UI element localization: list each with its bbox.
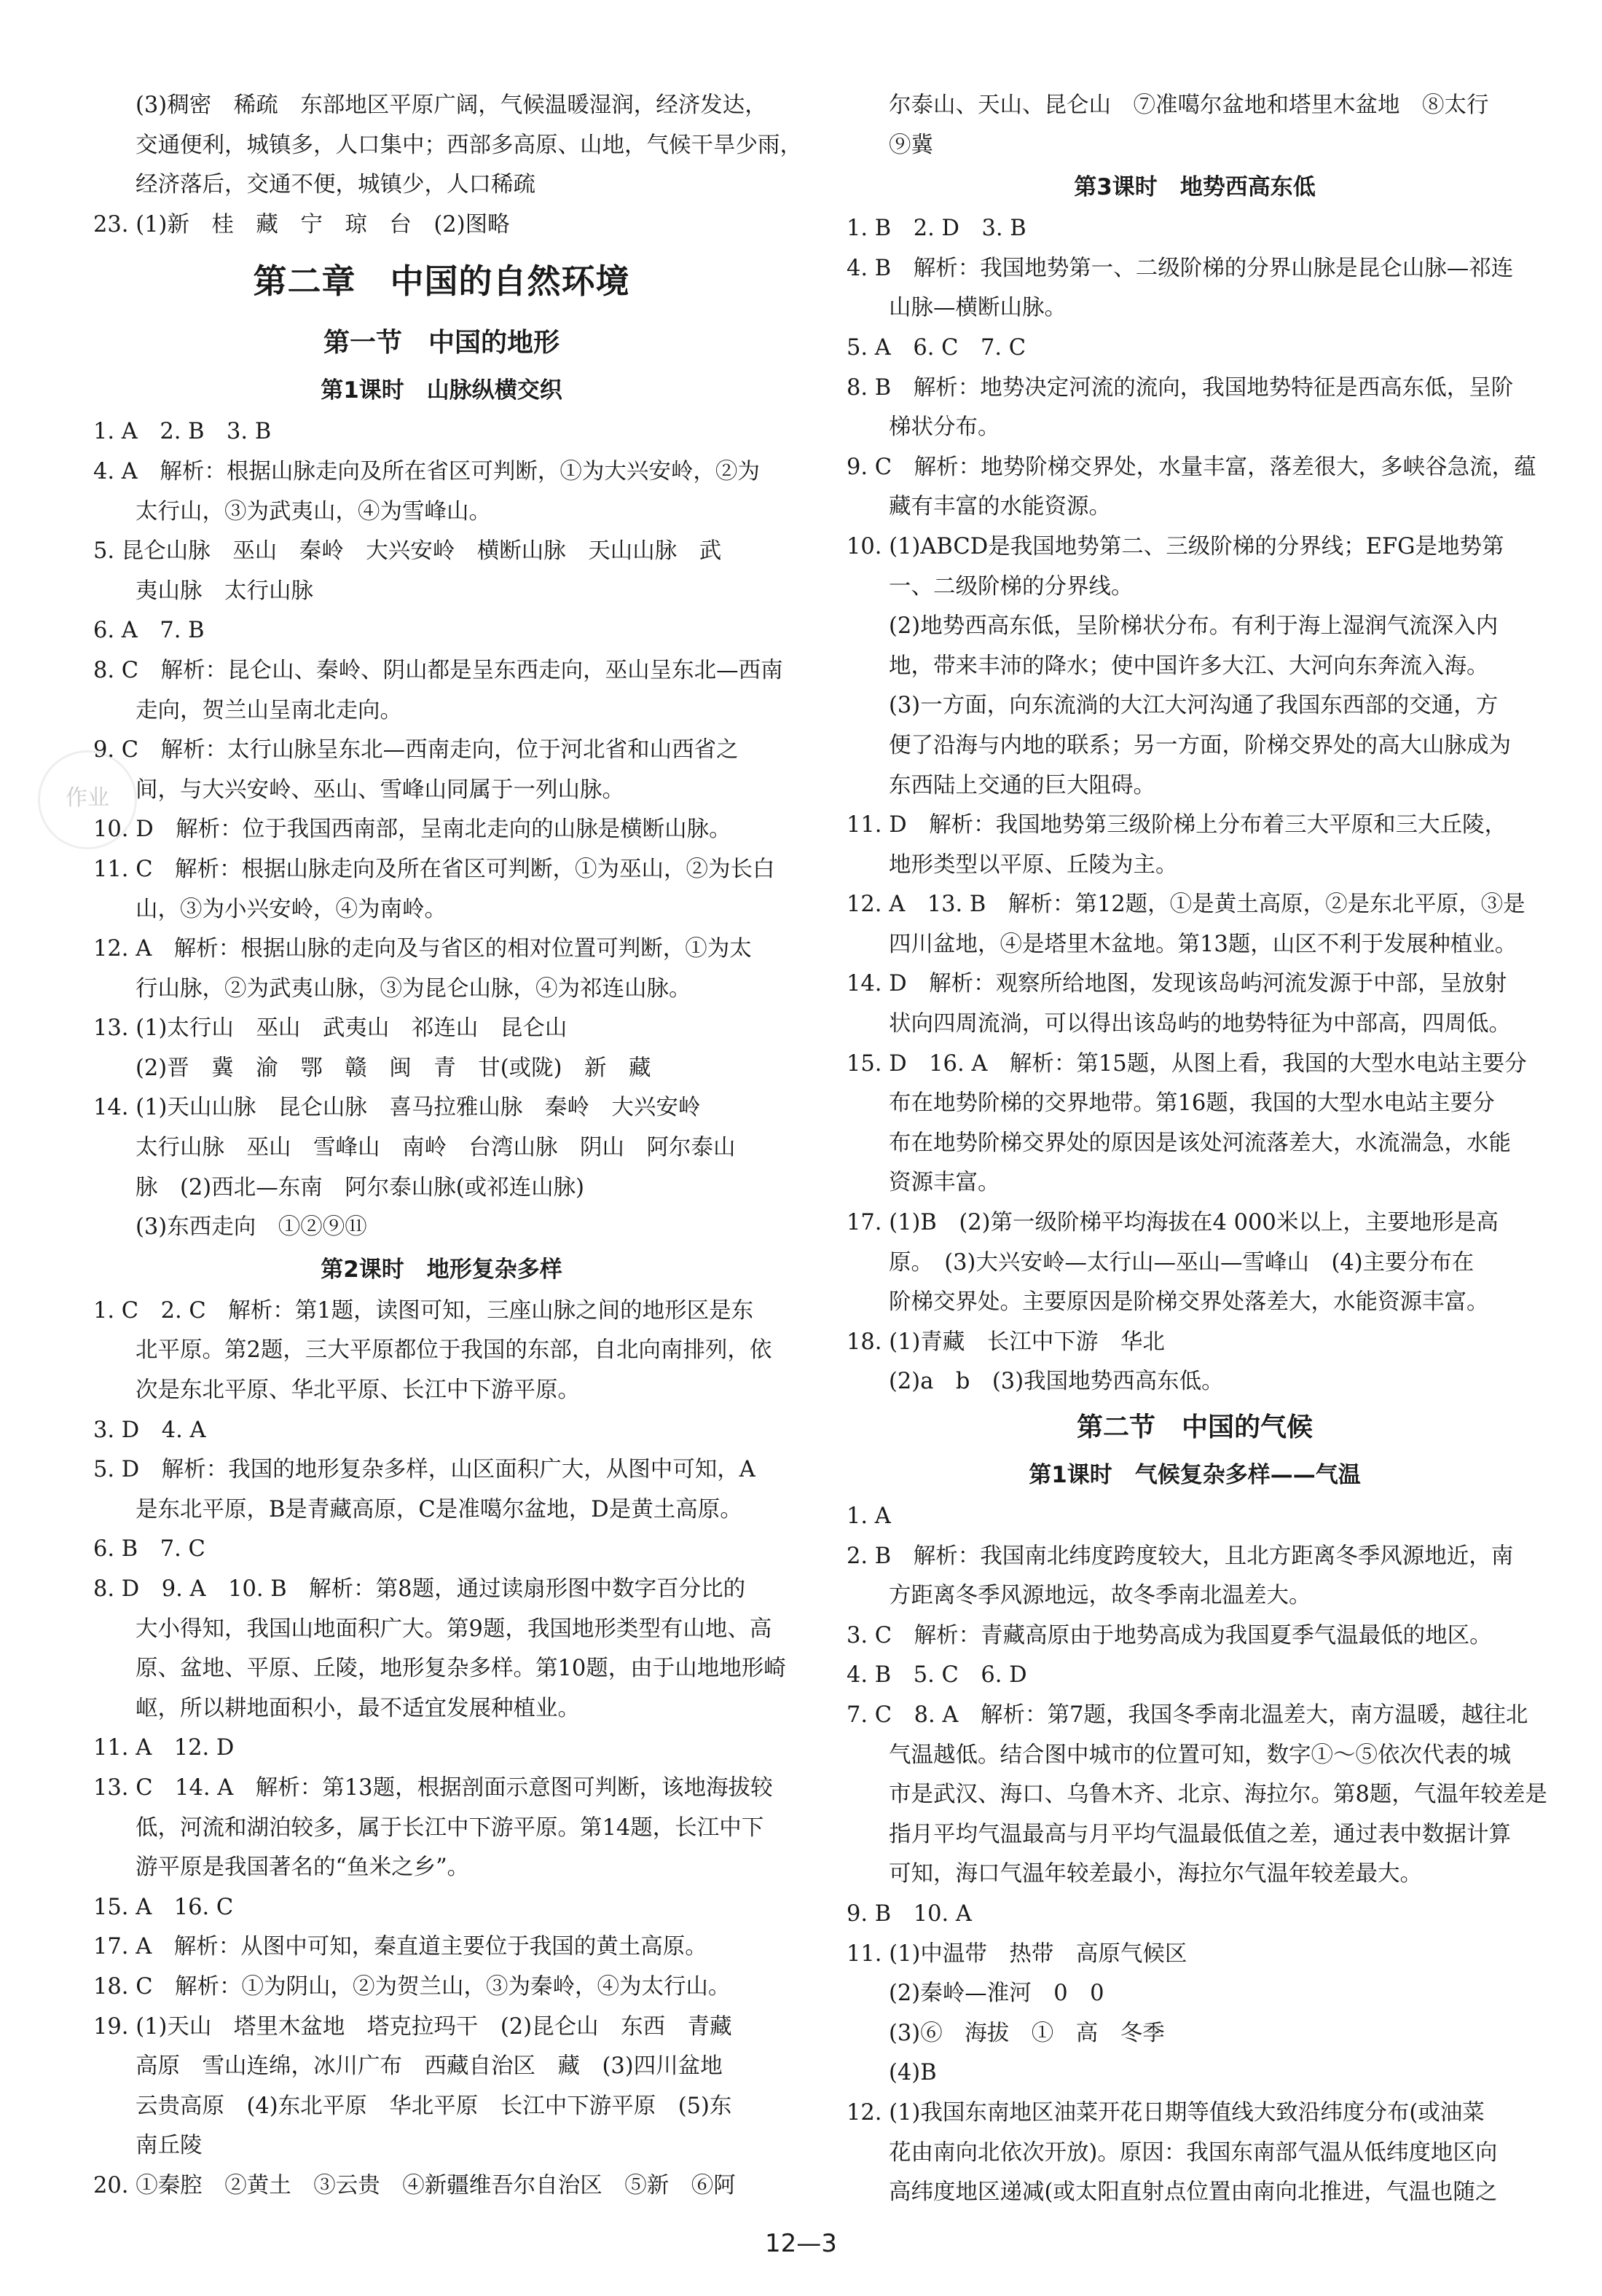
answer-line: 高原 雪山连绵，冰川广布 西藏自治区 藏 (3)四川盆地	[136, 2053, 723, 2080]
answer-line: 方距离冬季风源地远，故冬季南北温差大。	[889, 1583, 1311, 1609]
answer-line: 19. (1)天山 塔里木盆地 塔克拉玛干 (2)昆仑山 东西 青藏	[93, 2013, 732, 2040]
answer-line: 4. A 解析：根据山脉走向及所在省区可判断，①为大兴安岭，②为	[93, 458, 760, 484]
answer-line: 15. A 16. C	[93, 1894, 234, 1920]
answer-line: 游平原是我国著名的“鱼米之乡”。	[136, 1855, 470, 1881]
answer-line: (3)东西走向 ①②⑨⑪	[136, 1214, 367, 1241]
answer-line: 夷山脉 太行山脉	[136, 578, 313, 604]
answer-line: 大小得知，我国山地面积广大。第9题，我国地形类型有山地、高	[136, 1616, 772, 1642]
answer-line: 5. 昆仑山脉 巫山 秦岭 大兴安岭 横断山脉 天山山脉 武	[93, 538, 722, 565]
answer-line: (3)稠密 稀疏 东部地区平原广阔，气候温暖湿润，经济发达，	[136, 93, 767, 118]
answer-line: 23. (1)新 桂 藏 宁 琼 台 (2)图略	[93, 211, 510, 237]
answer-line: 5. A 6. C 7. C	[847, 334, 1026, 361]
answer-line: 2. B 解析：我国南北纬度跨度较大，且北方距离冬季风源地近，南	[847, 1543, 1514, 1569]
answer-line: 1. C 2. C 解析：第1题，读图可知，三座山脉之间的地形区是东	[93, 1297, 754, 1324]
answer-line: (2)秦岭—淮河 0 0	[889, 1981, 1104, 2007]
lesson-heading: 第1课时 山脉纵横交织	[321, 377, 562, 404]
answer-line: 岖，所以耕地面积小，最不适宜发展种植业。	[136, 1695, 580, 1721]
answer-line: 9. C 解析：太行山脉呈东北—西南走向，位于河北省和山西省之	[93, 737, 739, 763]
answer-line: 17. A 解析：从图中可知，秦直道主要位于我国的黄土高原。	[93, 1934, 707, 1960]
answer-line: 8. D 9. A 10. B 解析：第8题，通过读扇形图中数字百分比的	[93, 1576, 746, 1602]
answer-line: 原、盆地、平原、丘陵，地形复杂多样。第10题，由于山地地形崎	[136, 1656, 786, 1682]
answer-line: 6. A 7. B	[93, 618, 205, 644]
answer-line: 脉 (2)西北—东南 阿尔泰山脉(或祁连山脉)	[136, 1174, 585, 1200]
answer-line: 12. A 13. B 解析：第12题，①是黄土高原，②是东北平原，③是	[847, 892, 1526, 918]
answer-line: 太行山，③为武夷山，④为雪峰山。	[136, 498, 491, 524]
answer-line: (4)B	[889, 2060, 937, 2086]
answer-line: 17. (1)B (2)第一级阶梯平均海拔在4 000米以上，主要地形是高	[847, 1210, 1499, 1236]
answer-line: 是东北平原，B是青藏高原，C是准噶尔盆地，D是黄土高原。	[136, 1496, 742, 1522]
answer-line: 山脉—横断山脉。	[889, 295, 1067, 321]
section-heading: 第一节 中国的地形	[323, 328, 559, 358]
answer-line: 气温越低。结合图中城市的位置可知，数字①～⑤依次代表的城	[889, 1742, 1511, 1768]
answer-line: 11. A 12. D	[93, 1735, 235, 1761]
answer-line: 资源丰富。	[889, 1170, 1000, 1196]
lesson-heading: 第2课时 地形复杂多样	[321, 1256, 562, 1283]
answer-line: 经济落后，交通不便，城镇少，人口稀疏	[136, 172, 535, 198]
answer-line: 布在地势阶梯交界处的原因是该处河流落差大，水流湍急，水能	[889, 1130, 1511, 1156]
answer-line: 便了沿海与内地的联系；另一方面，阶梯交界处的高大山脉成为	[889, 732, 1511, 758]
section-heading: 第二节 中国的气候	[1076, 1412, 1313, 1442]
answer-line: 13. C 14. A 解析：第13题，根据剖面示意图可判断，该地海拔较	[93, 1774, 773, 1801]
answer-line: 12. A 解析：根据山脉的走向及与省区的相对位置可判断，①为太	[93, 936, 752, 962]
answer-line: 花由南向北依次开放)。原因：我国东南部气温从低纬度地区向	[889, 2139, 1498, 2166]
answer-line: 4. B 解析：我国地势第一、二级阶梯的分界山脉是昆仑山脉—祁连	[847, 255, 1514, 281]
answer-line: 低，河流和湖泊较多，属于长江中下游平原。第14题，长江中下	[136, 1815, 764, 1841]
answer-line: (3)一方面，向东流淌的大江大河沟通了我国东西部的交通，方	[889, 693, 1499, 719]
answer-line: 13. (1)太行山 巫山 武夷山 祁连山 昆仑山	[93, 1015, 568, 1042]
answer-line: 间，与大兴安岭、巫山、雪峰山同属于一列山脉。	[136, 777, 624, 803]
answer-line: 南丘陵	[136, 2133, 203, 2159]
answer-line: 布在地势阶梯的交界地带。第16题，我国的大型水电站主要分	[889, 1090, 1495, 1117]
answer-line: 山，③为小兴安岭，④为南岭。	[136, 896, 447, 922]
answer-line: 梯状分布。	[889, 414, 1000, 441]
answer-line: 11. D 解析：我国地势第三级阶梯上分布着三大平原和三大丘陵，	[847, 812, 1507, 838]
answer-line: 3. C 解析：青藏高原由于地势高成为我国夏季气温最低的地区。	[847, 1622, 1492, 1648]
answer-line: 10. (1)ABCD是我国地势第二、三级阶梯的分界线；EFG是地势第	[847, 533, 1504, 559]
answer-line: 11. C 解析：根据山脉走向及所在省区可判断，①为巫山，②为长白	[93, 856, 775, 882]
answer-line: (2)地势西高东低，呈阶梯状分布。有利于海上湿润气流深入内	[889, 613, 1499, 640]
lesson-heading: 第3课时 地势西高东低	[1074, 174, 1316, 201]
answer-line: 11. (1)中温带 热带 高原气候区	[847, 1941, 1187, 1967]
answer-line: 12. (1)我国东南地区油菜开花日期等值线大致沿纬度分布(或油菜	[847, 2099, 1485, 2126]
answer-line: 9. C 解析：地势阶梯交界处，水量丰富，落差很大，多峡谷急流，蕴	[847, 454, 1536, 480]
answer-line: 20. ①秦腔 ②黄土 ③云贵 ④新疆维吾尔自治区 ⑤新 ⑥阿	[93, 2172, 736, 2198]
answer-line: 可知，海口气温年较差最小，海拉尔气温年较差最大。	[889, 1861, 1422, 1887]
answer-line: 东西陆上交通的巨大阻碍。	[889, 772, 1155, 798]
answer-line: 1. B 2. D 3. B	[847, 216, 1026, 242]
answer-line: 6. B 7. C	[93, 1536, 205, 1562]
answer-line: 高纬度地区递减(或太阳直射点位置由南向北推进，气温也随之	[889, 2179, 1498, 2206]
answer-line: 地形类型以平原、丘陵为主。	[889, 852, 1178, 878]
page-number: 12—3	[765, 2229, 837, 2258]
answer-line: 地，带来丰沛的降水；使中国许多大江、大河向东奔流入海。	[889, 653, 1489, 679]
answer-line: 8. C 解析：昆仑山、秦岭、阴山都是呈东西走向，巫山呈东北—西南	[93, 657, 783, 683]
chapter-heading: 第二章 中国的自然环境	[253, 262, 630, 302]
answer-line: 1. A 2. B 3. B	[93, 419, 272, 445]
right-column	[847, 86, 1547, 2213]
answer-line: 指月平均气温最高与月平均气温最低值之差，通过表中数据计算	[889, 1821, 1511, 1847]
answer-line: 1. A	[847, 1503, 891, 1529]
answer-line: 8. B 解析：地势决定河流的流向，我国地势特征是西高东低，呈阶	[847, 374, 1514, 401]
answer-line: 一、二级阶梯的分界线。	[889, 573, 1134, 599]
answer-line: 5. D 解析：我国的地形复杂多样，山区面积广大，从图中可知，A	[93, 1457, 755, 1483]
answer-line: (3)⑥ 海拔 ① 高 冬季	[889, 2020, 1165, 2046]
answer-line: 交通便利，城镇多，人口集中；西部多高原、山地，气候干旱少雨，	[136, 132, 802, 158]
answer-line: ⑨冀	[889, 132, 933, 158]
answer-line: 原。 (3)大兴安岭—太行山—巫山—雪峰山 (4)主要分布在	[889, 1249, 1475, 1275]
answer-line: 四川盆地，④是塔里木盆地。第13题，山区不利于发展种植业。	[889, 931, 1517, 957]
answer-line: 尔泰山、天山、昆仑山 ⑦准噶尔盆地和塔里木盆地 ⑧太行	[889, 93, 1489, 118]
answer-line: 藏有丰富的水能资源。	[889, 494, 1111, 520]
answer-line: 9. B 10. A	[847, 1900, 972, 1927]
answer-line: 状向四周流淌，可以得出该岛屿的地势特征为中部高，四周低。	[889, 1011, 1511, 1037]
answer-line: 云贵高原 (4)东北平原 华北平原 长江中下游平原 (5)东	[136, 2093, 732, 2119]
answer-line: 7. C 8. A 解析：第7题，我国冬季南北温差大，南方温暖，越往北	[847, 1702, 1528, 1728]
answer-line: 阶梯交界处。主要原因是阶梯交界处落差大，水能资源丰富。	[889, 1289, 1489, 1316]
answer-line: 次是东北平原、华北平原、长江中下游平原。	[136, 1377, 580, 1404]
answer-line: (2)a b (3)我国地势西高东低。	[889, 1369, 1224, 1395]
answer-line: 18. C 解析：①为阴山，②为贺兰山，③为秦岭，④为太行山。	[93, 1973, 731, 2000]
answer-line: 太行山脉 巫山 雪峰山 南岭 台湾山脉 阴山 阿尔泰山	[136, 1135, 736, 1161]
answer-line: 18. (1)青藏 长江中下游 华北	[847, 1329, 1165, 1355]
answer-line: 4. B 5. C 6. D	[847, 1662, 1027, 1688]
answer-line: 15. D 16. A 解析：第15题，从图上看，我国的大型水电站主要分	[847, 1050, 1527, 1077]
answer-line: 3. D 4. A	[93, 1417, 206, 1443]
answer-line: 北平原。第2题，三大平原都位于我国的东部，自北向南排列，依	[136, 1337, 772, 1364]
answer-line: 行山脉，②为武夷山脉，③为昆仑山脉，④为祁连山脉。	[136, 975, 691, 1002]
answer-line: 走向，贺兰山呈南北走向。	[136, 697, 402, 723]
left-column	[93, 86, 802, 2206]
lesson-heading: 第1课时 气候复杂多样——气温	[1029, 1462, 1361, 1488]
answer-line: 14. (1)天山山脉 昆仑山脉 喜马拉雅山脉 秦岭 大兴安岭	[93, 1095, 701, 1121]
answer-line: 14. D 解析：观察所给地图，发现该岛屿河流发源于中部，呈放射	[847, 971, 1507, 997]
answer-line: (2)晋 冀 渝 鄂 赣 闽 青 甘(或陇) 新 藏	[136, 1055, 651, 1081]
answer-line: 10. D 解析：位于我国西南部，呈南北走向的山脉是横断山脉。	[93, 817, 731, 843]
svg-text:作业: 作业	[66, 785, 109, 811]
answer-line: 市是武汉、海口、乌鲁木齐、北京、海拉尔。第8题，气温年较差是	[889, 1782, 1547, 1808]
